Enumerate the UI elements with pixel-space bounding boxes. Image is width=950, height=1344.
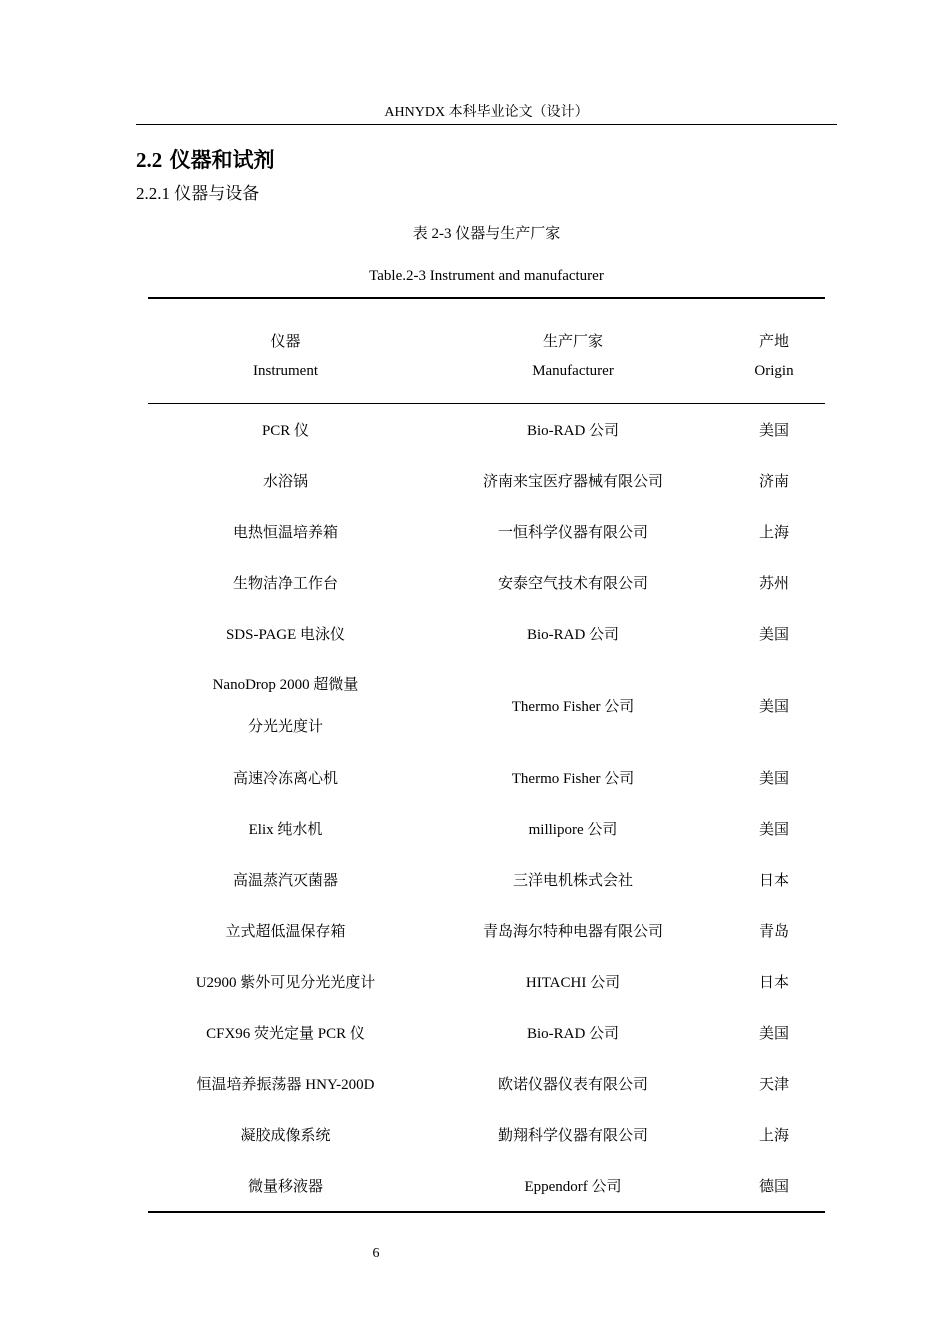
table-row: [148, 854, 825, 905]
cell-origin: 美国: [758, 822, 789, 838]
cell-origin: 美国: [758, 771, 789, 787]
cell-origin: 德国: [723, 1160, 825, 1212]
cell-origin: 济南: [758, 474, 789, 490]
header-manufacturer-en: Manufacturer: [423, 359, 723, 404]
subsection-title: 2.2.1 仪器与设备: [136, 184, 260, 203]
cell-manufacturer: millipore 公司: [528, 822, 618, 838]
cell-origin: 青岛: [758, 924, 789, 940]
section-number: 2.2: [136, 148, 163, 172]
cell-manufacturer: Eppendorf 公司: [423, 1160, 723, 1212]
cell-instrument-line1: NanoDrop 2000 超微量: [212, 676, 359, 693]
header-instrument-cn: 仪器: [148, 298, 423, 359]
table-row: [148, 404, 825, 456]
cell-origin: 美国: [758, 1026, 789, 1042]
cell-manufacturer: Bio-RAD 公司: [526, 423, 620, 439]
instrument-table-wrapper: [148, 297, 825, 1213]
header-manufacturer-cn: 生产厂家: [423, 298, 723, 359]
cell-manufacturer: 三洋电机株式会社: [512, 873, 633, 889]
cell-manufacturer: HITACHI 公司: [525, 975, 621, 991]
cell-instrument: SDS-PAGE 电泳仪: [225, 627, 346, 643]
table-row: [148, 1109, 825, 1160]
cell-instrument: [148, 659, 423, 752]
table-row: [148, 1007, 825, 1058]
cell-instrument-line2: 分光光度计: [247, 718, 323, 735]
cell-manufacturer: 勤翔科学仪器有限公司: [497, 1128, 648, 1144]
cell-manufacturer: 欧诺仪器仪表有限公司: [497, 1077, 648, 1093]
table-row: [148, 803, 825, 854]
table-row: [148, 557, 825, 608]
cell-instrument: PCR 仪: [261, 423, 310, 439]
cell-origin: 上海: [758, 1128, 789, 1144]
table-caption-cn: 表 2-3 仪器与生产厂家: [412, 226, 561, 242]
cell-instrument: U2900 紫外可见分光光度计: [195, 975, 376, 991]
cell-origin: 日本: [758, 975, 789, 991]
cell-origin: 美国: [758, 627, 789, 643]
cell-instrument: 凝胶成像系统: [240, 1128, 331, 1144]
cell-instrument: 生物洁净工作台: [232, 576, 338, 592]
header-instrument-en: Instrument: [148, 359, 423, 404]
page-header: AHNYDX 本科毕业论文（设计）: [136, 104, 837, 125]
section-title: [136, 146, 275, 174]
cell-manufacturer: 一恒科学仪器有限公司: [497, 525, 648, 541]
table-row: [148, 506, 825, 557]
cell-origin: 天津: [758, 1077, 789, 1093]
header-origin-cn: 产地: [723, 298, 825, 359]
section-title-text: 仪器和试剂: [169, 148, 275, 172]
table-header-row-en: [148, 359, 825, 404]
cell-manufacturer: Thermo Fisher 公司: [511, 771, 635, 787]
cell-instrument: 高温蒸汽灭菌器: [232, 873, 338, 889]
table-row: [148, 1058, 825, 1109]
cell-instrument: 电热恒温培养箱: [232, 525, 338, 541]
cell-instrument: Elix 纯水机: [248, 822, 323, 838]
cell-origin: 美国: [758, 699, 789, 715]
table-row: [148, 1160, 825, 1212]
cell-origin: 美国: [758, 423, 789, 439]
table-row: [148, 956, 825, 1007]
header-origin-en: Origin: [723, 359, 825, 404]
cell-origin: 上海: [758, 525, 789, 541]
table-header-row-cn: [148, 298, 825, 359]
cell-manufacturer: Bio-RAD 公司: [526, 1026, 620, 1042]
cell-manufacturer: 青岛海尔特种电器有限公司: [482, 924, 663, 940]
table-row: [148, 455, 825, 506]
cell-instrument: 高速冷冻离心机: [232, 771, 338, 787]
table-row: [148, 905, 825, 956]
table-caption-en: Table.2-3 Instrument and manufacturer: [369, 268, 604, 284]
instrument-table: [148, 297, 825, 1213]
cell-manufacturer: 安泰空气技术有限公司: [497, 576, 648, 592]
table-row: [148, 659, 825, 752]
cell-instrument: CFX96 荧光定量 PCR 仪: [206, 1026, 365, 1042]
cell-origin: 日本: [758, 873, 789, 889]
cell-manufacturer: 济南来宝医疗器械有限公司: [482, 474, 663, 490]
cell-instrument: 水浴锅: [262, 474, 308, 490]
cell-manufacturer: Thermo Fisher 公司: [511, 699, 635, 715]
table-row: [148, 752, 825, 803]
cell-manufacturer: Bio-RAD 公司: [526, 627, 620, 643]
cell-instrument: 立式超低温保存箱: [225, 924, 346, 940]
cell-instrument: 微量移液器: [148, 1160, 423, 1212]
table-row: [148, 608, 825, 659]
page-number: 6: [372, 1246, 380, 1261]
cell-instrument: 恒温培养振荡器 HNY-200D: [196, 1077, 375, 1093]
cell-origin: 苏州: [758, 576, 789, 592]
